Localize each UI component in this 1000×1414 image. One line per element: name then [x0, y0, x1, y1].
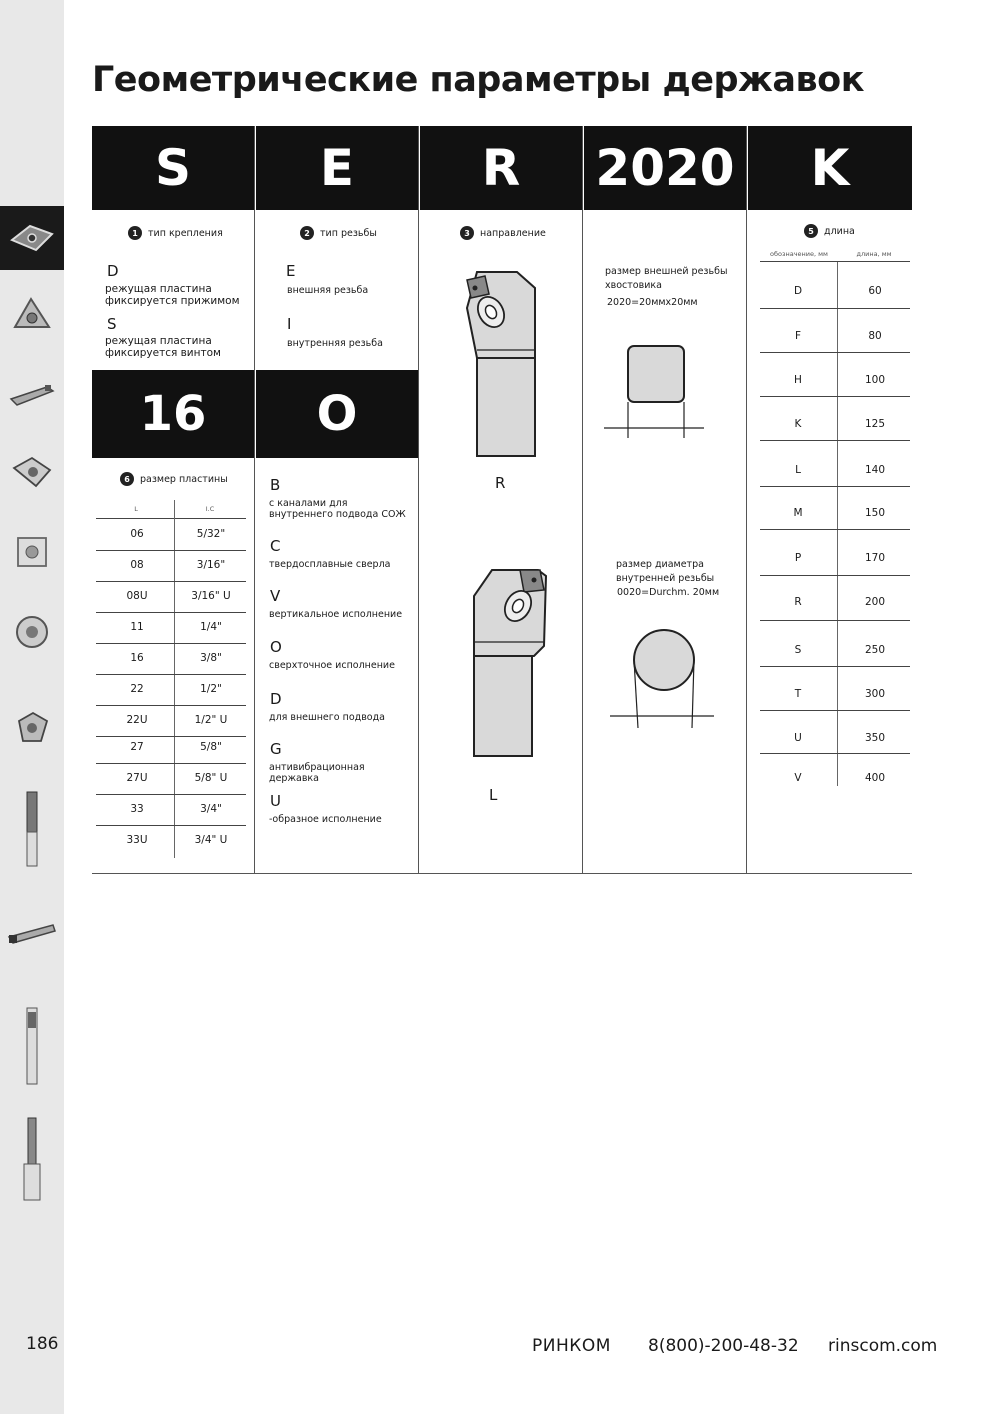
- length-value-cell: 150: [864, 507, 886, 519]
- footer-phone[interactable]: 8(800)-200-48-32: [648, 1336, 799, 1356]
- insert-ic-cell: 5/8" U: [194, 772, 228, 784]
- insert-l-cell: 22: [130, 683, 144, 695]
- length-header-rule: [760, 261, 910, 262]
- length-value-cell: 100: [864, 374, 886, 386]
- option-desc: вертикальное исполнение: [269, 609, 403, 620]
- option-desc: для внешнего подвода: [269, 712, 385, 723]
- insert-l-cell: 11: [130, 621, 144, 633]
- page-title: Геометрические параметры державок: [92, 60, 864, 100]
- insert-l-cell: 22U: [126, 714, 148, 726]
- option-code: B: [270, 476, 281, 494]
- option-desc: антивибрационная державка: [269, 762, 365, 784]
- end-mill-icon[interactable]: [0, 790, 64, 870]
- length-row-rule: [760, 308, 910, 309]
- header-size: 2020: [584, 126, 746, 210]
- insert-milling-icon[interactable]: [0, 696, 64, 760]
- direction-label-text: направление: [480, 227, 546, 239]
- step-badge: 5: [804, 224, 818, 238]
- option-desc: с каналами для внутреннего подвода СОЖ: [269, 498, 406, 520]
- insert-ic-cell: 3/16": [196, 559, 226, 571]
- length-value-cell: 60: [868, 285, 882, 297]
- insert-square-small-icon[interactable]: [0, 520, 64, 584]
- insert-label-text: размер пластины: [140, 473, 228, 485]
- option-desc: твердосплавные сверла: [269, 559, 391, 570]
- insert-l-cell: 33: [130, 803, 144, 815]
- length-code-cell: M: [793, 507, 803, 519]
- grooving-tool-icon[interactable]: [0, 362, 64, 426]
- length-code-cell: P: [794, 552, 802, 564]
- insert-row-rule: [96, 550, 246, 551]
- shank-int-text: размер диаметра: [616, 559, 704, 570]
- insert-ic-cell: 1/2" U: [194, 714, 228, 726]
- direction-right-code: R: [495, 474, 506, 492]
- length-row-rule: [760, 396, 910, 397]
- insert-l-cell: 33U: [126, 834, 148, 846]
- step-badge: 1: [128, 226, 142, 240]
- brand-logo: РИНКОМ: [532, 1336, 611, 1356]
- header-s: S: [92, 126, 254, 210]
- insert-row-rule: [96, 705, 246, 706]
- insert-row-rule: [96, 736, 246, 737]
- length-row-rule: [760, 575, 910, 576]
- thread-code: E: [286, 262, 296, 280]
- length-row-rule: [760, 620, 910, 621]
- insert-row-rule: [96, 825, 246, 826]
- insert-ic-cell: 3/4": [200, 803, 222, 815]
- boring-bar-icon[interactable]: [0, 1004, 64, 1090]
- option-code: C: [270, 537, 281, 555]
- length-label-text: длина: [824, 225, 855, 237]
- direction-label: [460, 226, 546, 240]
- clamp-code: D: [107, 262, 119, 280]
- length-row-rule: [760, 666, 910, 667]
- length-code-cell: U: [794, 732, 802, 744]
- insert-ic-cell: 1/2": [200, 683, 222, 695]
- clamp-label: [128, 226, 223, 240]
- length-value-cell: 80: [868, 330, 882, 342]
- option-code: U: [270, 792, 281, 810]
- length-row-rule: [760, 753, 910, 754]
- insert-row-rule: [96, 643, 246, 644]
- square-shank-drawing: [600, 342, 710, 442]
- insert-ic-cell: 5/8": [200, 741, 222, 753]
- length-code-cell: K: [794, 418, 802, 430]
- insert-row-rule: [96, 581, 246, 582]
- length-col-length: длина, мм: [856, 250, 892, 258]
- insert-col-l: L: [134, 505, 138, 513]
- length-value-cell: 140: [864, 464, 886, 476]
- insert-triangle-icon[interactable]: [0, 282, 64, 346]
- thread-desc: внутренняя резьба: [287, 338, 383, 349]
- insert-ic-cell: 5/32": [196, 528, 226, 540]
- option-code: G: [270, 740, 282, 758]
- length-col-code: обозначение, мм: [770, 250, 828, 258]
- insert-col-ic: I.C: [205, 505, 215, 513]
- insert-label: [120, 472, 228, 486]
- insert-round-icon[interactable]: [0, 600, 64, 664]
- clamp-desc: режущая пластина фиксируется винтом: [105, 335, 221, 359]
- step-badge: 2: [300, 226, 314, 240]
- option-code: D: [270, 690, 282, 708]
- length-value-cell: 170: [864, 552, 886, 564]
- length-value-cell: 125: [864, 418, 886, 430]
- drill-icon[interactable]: [0, 1114, 64, 1206]
- insert-row-rule: [96, 794, 246, 795]
- shank-ext-text: размер внешней резьбы: [605, 266, 728, 277]
- clamp-label-text: тип крепления: [148, 227, 223, 239]
- holder-left-drawing: [464, 566, 554, 760]
- length-row-rule: [760, 529, 910, 530]
- header-16: 16: [92, 370, 254, 458]
- header-e: E: [256, 126, 418, 210]
- insert-ic-cell: 3/8": [200, 652, 222, 664]
- clamp-desc: режущая пластина фиксируется прижимом: [105, 283, 240, 307]
- length-code-cell: L: [795, 464, 801, 476]
- insert-l-cell: 08U: [126, 590, 148, 602]
- insert-square-icon[interactable]: [0, 206, 64, 270]
- threading-insert-icon[interactable]: [0, 440, 64, 504]
- length-col-divider: [837, 262, 838, 786]
- category-sidebar: [0, 0, 64, 1414]
- column-divider: [582, 126, 583, 874]
- insert-row-rule: [96, 674, 246, 675]
- length-value-cell: 350: [864, 732, 886, 744]
- insert-ic-cell: 3/4" U: [194, 834, 228, 846]
- length-code-cell: R: [794, 596, 802, 608]
- insert-row-rule: [96, 612, 246, 613]
- insert-header-rule: [96, 518, 246, 519]
- insert-l-cell: 27: [130, 741, 144, 753]
- shank-ext-text: 2020=20ммх20мм: [607, 297, 698, 308]
- length-code-cell: F: [794, 330, 802, 342]
- page-number: 186: [26, 1334, 59, 1354]
- insert-l-cell: 16: [130, 652, 144, 664]
- insert-ic-cell: 1/4": [200, 621, 222, 633]
- thread-label-text: тип резьбы: [320, 227, 377, 239]
- column-divider: [418, 126, 419, 874]
- length-value-cell: 400: [864, 772, 886, 784]
- option-desc: сверхточное исполнение: [269, 660, 395, 671]
- header-k: K: [748, 126, 912, 210]
- length-row-rule: [760, 440, 910, 441]
- direction-left-code: L: [489, 786, 498, 804]
- header-o: O: [256, 370, 418, 458]
- column-divider: [746, 126, 747, 874]
- insert-col-divider: [174, 500, 175, 858]
- length-row-rule: [760, 352, 910, 353]
- column-divider: [254, 126, 255, 874]
- option-code: V: [270, 587, 281, 605]
- shank-int-text: 0020=Durchm. 20мм: [617, 587, 720, 598]
- round-shank-drawing: [606, 626, 718, 732]
- step-badge: 3: [460, 226, 474, 240]
- length-value-cell: 200: [864, 596, 886, 608]
- length-row-rule: [760, 486, 910, 487]
- length-code-cell: H: [794, 374, 802, 386]
- turning-holder-icon[interactable]: [0, 900, 64, 964]
- insert-l-cell: 08: [130, 559, 144, 571]
- thread-code: I: [287, 315, 292, 333]
- insert-row-rule: [96, 763, 246, 764]
- length-label: [804, 224, 855, 238]
- insert-l-cell: 27U: [126, 772, 148, 784]
- insert-l-cell: 06: [130, 528, 144, 540]
- footer-site[interactable]: rinscom.com: [828, 1336, 938, 1356]
- shank-ext-text: хвостовика: [605, 280, 662, 291]
- table-bottom-rule: [92, 873, 912, 874]
- length-value-cell: 250: [864, 644, 886, 656]
- shank-int-text: внутренней резьбы: [616, 573, 715, 584]
- length-code-cell: D: [793, 285, 803, 297]
- insert-ic-cell: 3/16" U: [191, 590, 231, 602]
- thread-label: [300, 226, 377, 240]
- length-code-cell: T: [794, 688, 802, 700]
- length-code-cell: S: [794, 644, 802, 656]
- step-badge: 6: [120, 472, 134, 486]
- length-value-cell: 300: [864, 688, 886, 700]
- length-row-rule: [760, 710, 910, 711]
- header-r: R: [420, 126, 582, 210]
- option-desc: -образное исполнение: [269, 814, 382, 825]
- thread-desc: внешняя резьба: [287, 285, 369, 296]
- clamp-code: S: [107, 315, 117, 333]
- holder-right-drawing: [455, 268, 545, 460]
- length-code-cell: V: [794, 772, 802, 784]
- option-code: O: [270, 638, 282, 656]
